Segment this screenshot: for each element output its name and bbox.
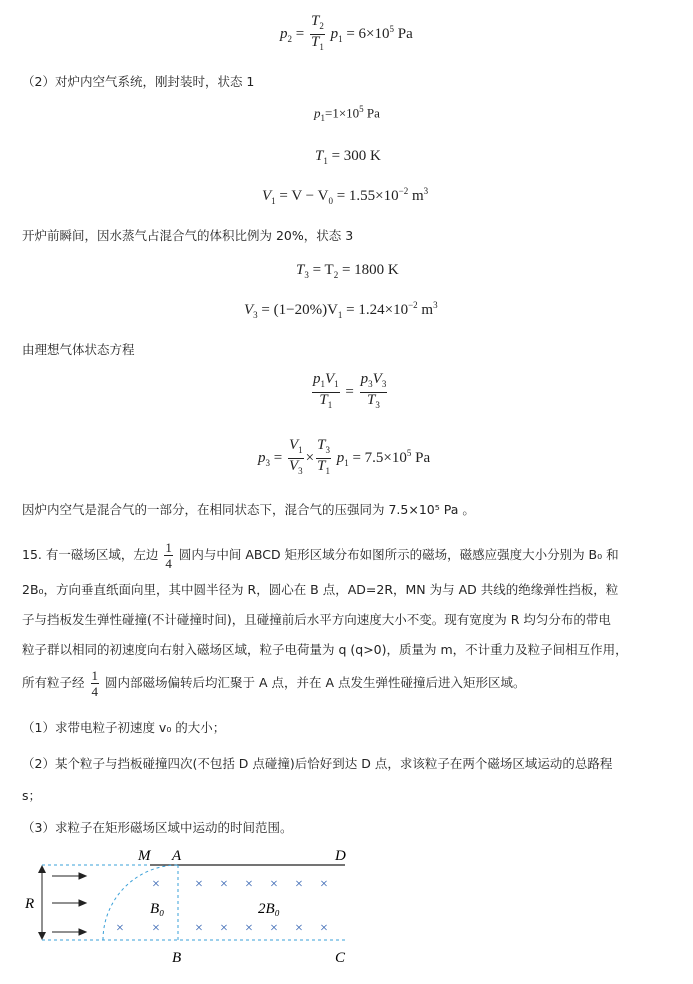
velocity-arrowhead-3-icon — [79, 929, 86, 935]
cross-icon: × — [220, 877, 228, 892]
label-A: A — [172, 848, 182, 864]
q15-number: 15. — [22, 547, 42, 562]
velocity-arrowhead-2-icon — [79, 900, 86, 906]
cross-icon: × — [320, 877, 328, 892]
q15-sub2b: s； — [22, 788, 42, 803]
velocity-arrowhead-1-icon — [79, 873, 86, 879]
magnetic-field-diagram — [20, 840, 360, 975]
q15-sub2a: （2）某个粒子与挡板碰撞四次(不包括 D 点碰撞)后恰好到达 D 点，求该粒子在两个磁场区域运动的总路程 — [22, 756, 613, 771]
text-state3-intro: 开炉前瞬间，因水蒸气占混合气的体积比例为 20%，状态 3 — [22, 228, 354, 243]
fraction-t2-t1: $\frac{T_2}{T_1}$ — [310, 13, 324, 52]
label-M: M — [138, 848, 151, 864]
q15-line1: 15. 有一磁场区域，左边 $\frac{1}{4}$ 圆内与中间 ABCD 矩形区域分布如图所示的磁场，磁感应强度大小分别为 B₀ 和 — [22, 540, 619, 571]
cross-icon: × — [295, 877, 303, 892]
label-B: B — [172, 950, 182, 966]
label-D: D — [335, 848, 346, 864]
cross-icon: × — [195, 877, 203, 892]
fraction-quarter: $\frac{1}{4}$ — [165, 540, 172, 571]
q15-line2: 2B₀，方向垂直纸面向里，其中圆半径为 R，圆心在 B 点，AD=2R，MN 为与 AD 共线的绝缘弹性挡板，粒 — [22, 582, 619, 597]
text-conclusion: 因炉内空气是混合气的一部分，在相同状态下，混合气的压强同为 7.5×10⁵ Pa 。 — [22, 502, 475, 517]
equation-state1-T: $T_1 = 300$ K — [315, 148, 381, 166]
quarter-circle-arc — [103, 865, 178, 940]
cross-icon: × — [295, 921, 303, 936]
fraction-quarter-2: $\frac{1}{4}$ — [91, 668, 98, 699]
equation-state1-V: $V_1 = V - V_0 = 1.55\times 10^{-2}$ $m^3$ — [262, 186, 429, 206]
text-ideal-gas: 由理想气体状态方程 — [22, 342, 135, 357]
equation-state3-V: $V_3 = (1-20\%)V_1 = 1.24\times 10^{-2}$ $m^3$ — [244, 300, 438, 320]
label-B0: B₀ — [150, 901, 165, 917]
cross-icon: × — [270, 877, 278, 892]
equation-p3: $p_3$ = $\frac{V_1}{V_3}$ × $\frac{T_3}{T_1}$ $p_1 = 7.5\times 10^5$ Pa — [258, 437, 431, 476]
r-arrow-down-icon — [38, 932, 46, 940]
q15-sub3: （3）求粒子在矩形磁场区域中运动的时间范围。 — [22, 820, 293, 835]
q15-sub1: （1）求带电粒子初速度 v₀ 的大小； — [22, 720, 226, 735]
q15-line4: 粒子群以相同的初速度向右射入磁场区域，粒子电荷量为 q (q>0)，质量为 m，不计重力及粒子间相互作用， — [22, 642, 628, 657]
equation-state1-p: $p_1=1\times 10^5$ Pa — [314, 104, 380, 123]
cross-icon: × — [152, 877, 160, 892]
cross-icon: × — [245, 921, 253, 936]
q15-line3: 子与挡板发生弹性碰撞(不计碰撞时间)，且碰撞前后水平方向速度大小不变。现有宽度为 R 均匀分布的带电 — [22, 612, 611, 627]
cross-icon: × — [152, 921, 160, 936]
equation-ideal-gas: $\frac{p_1V_1}{T_1}$ = $\frac{p_3V_3}{T_3}$ — [313, 371, 387, 410]
cross-icon: × — [220, 921, 228, 936]
r-arrow-up-icon — [38, 865, 46, 873]
cross-icon: × — [195, 921, 203, 936]
label-R: R — [25, 896, 35, 912]
cross-icon: × — [320, 921, 328, 936]
cross-icon: × — [245, 877, 253, 892]
text-part2-intro: （2）对炉内空气系统，刚封装时，状态 1 — [22, 74, 255, 89]
label-C: C — [335, 950, 346, 966]
label-2B0: 2B₀ — [258, 901, 280, 917]
equation-p2: $p_2$ = $\frac{T_2}{T_1}$ $p_1 = 6\times 10^5$ Pa — [280, 14, 413, 55]
cross-icon: × — [116, 921, 124, 936]
equation-state3-T: $T_3 = T_2 = 1800$ K — [296, 262, 399, 280]
q15-line5: 所有粒子经 $\frac{1}{4}$ 圆内部磁场偏转后均汇聚于 A 点，并在 A 点发生弹性碰撞后进入矩形区域。 — [22, 668, 526, 699]
cross-icon: × — [270, 921, 278, 936]
